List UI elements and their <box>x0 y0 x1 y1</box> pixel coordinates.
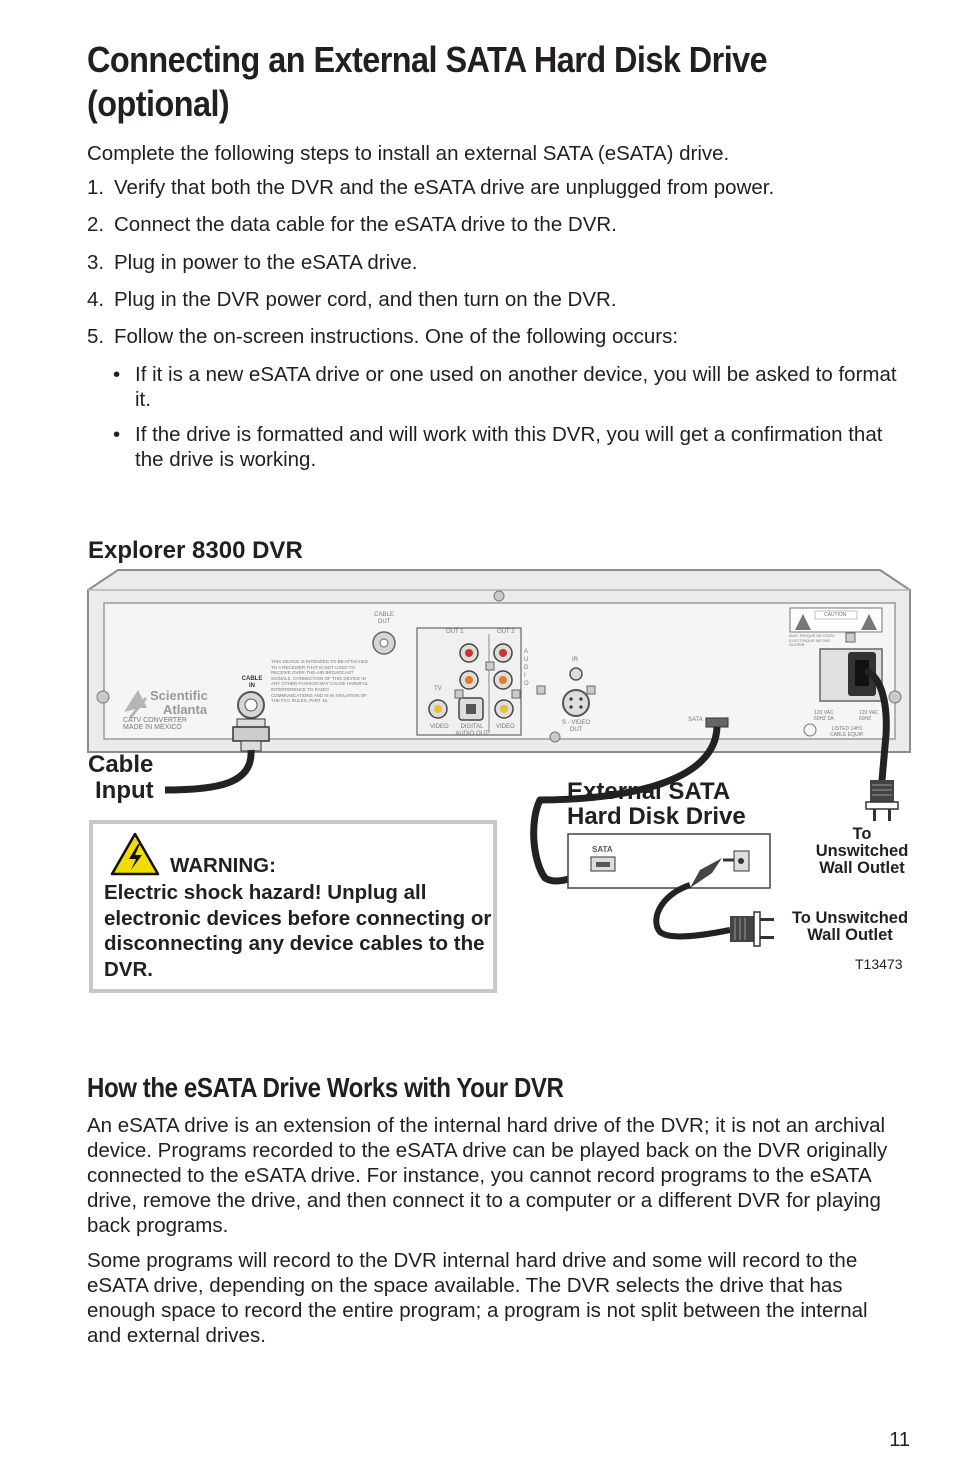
electric-hazard-icon <box>110 832 160 876</box>
intro-text: Complete the following steps to install an external SATA (eSATA) drive. <box>87 142 730 165</box>
warning-text: Electric shock hazard! Unplug all electronic devices before connecting or disconnecting any device cables to the DVR. <box>104 881 492 981</box>
vac-left-label: 120 VAC 60HZ 5A <box>814 710 834 722</box>
digital-audio-label: DIGITAL AUDIO OUT <box>455 724 489 737</box>
bullet-text: If the drive is formatted and will work with this DVR, you will get a confirmation that the drive is working. <box>135 423 883 471</box>
vac-right-label: 120 VAC 60HZ <box>859 710 879 722</box>
figure-title: Explorer 8300 DVR <box>88 537 303 564</box>
cable-input-label-line2: Input <box>95 777 154 804</box>
made-in-label: MADE IN MEXICO <box>123 724 182 731</box>
cable-out-label: CABLE OUT <box>374 612 394 625</box>
s-video-label: S - VIDEO OUT <box>561 720 590 733</box>
step-text: Plug in the DVR power cord, and then turn on the DVR. <box>114 288 617 311</box>
step-5 <box>87 324 902 349</box>
step-text: Plug in power to the eSATA drive. <box>114 251 418 274</box>
step-1 <box>87 175 902 200</box>
wall-outlet-right-line1: To <box>852 825 872 843</box>
step-text: Follow the on-screen instructions. One of the following occurs: <box>114 325 679 348</box>
brand-logo-line2: Atlanta <box>163 702 208 717</box>
caution-label: CAUTION <box>824 612 847 618</box>
section-paragraph-2: Some programs will record to the DVR internal hard drive and some will record to the eSATA drive, depending on the space available. The DVR selects the drive that has enough space to record the entire program; a program is not split between the internal and external drives. <box>87 1249 868 1347</box>
step-number: 1. <box>87 176 105 199</box>
bullet-formatted-drive <box>113 422 903 472</box>
avis-label: AVIS: RISQUE DE CHOC ELECTRIQUE NE PAS OUVRIR <box>789 633 835 647</box>
wall-outlet-bottom-line1: To Unswitched <box>791 909 909 927</box>
ir-label: IR <box>572 657 578 663</box>
step-text: Verify that both the DVR and the eSATA drive are unplugged from power. <box>114 176 775 199</box>
step-3 <box>87 250 902 275</box>
bullet-mark: • <box>113 423 121 446</box>
wall-outlet-right-line2: Unswitched <box>815 842 909 860</box>
figure-id: T13473 <box>855 956 903 972</box>
step-number: 3. <box>87 251 105 274</box>
listed-label: LISTED 14H1 CABLE EQUIP. <box>829 726 865 738</box>
drive-sata-label: SATA <box>592 845 613 854</box>
tv-label: TV <box>434 686 442 692</box>
section-paragraph-1: An eSATA drive is an extension of the internal hard drive of the DVR; it is not an archival device. Programs recorded to the eSATA drive can be played back on the DVR originally connected to the eSATA drive. For instance, you cannot record programs to the eSATA drive, remove the drive, and then connect it to a computer or a different DVR for playing back programs. <box>87 1114 888 1237</box>
brand-logo-line1: Scientific <box>150 688 208 703</box>
sata-port-label: SATA <box>688 717 703 723</box>
wall-outlet-right-line3: Wall Outlet <box>819 859 905 877</box>
cable-in-label: CABLE IN <box>241 676 263 689</box>
step-text: Connect the data cable for the eSATA drive to the DVR. <box>114 213 617 236</box>
page-title: Connecting an External SATA Hard Disk Drive (optional) <box>87 39 768 124</box>
section-heading: How the eSATA Drive Works with Your DVR <box>87 1072 564 1103</box>
step-2 <box>87 212 902 237</box>
step-number: 2. <box>87 213 105 236</box>
external-sata-label-line2: Hard Disk Drive <box>567 803 746 830</box>
step-4 <box>87 287 902 312</box>
out2-label: OUT 2 <box>497 629 515 635</box>
out1-label: OUT 1 <box>446 629 464 635</box>
page-number: 11 <box>889 1429 910 1451</box>
video-right-label: VIDEO <box>496 724 515 730</box>
catv-label: CATV CONVERTER <box>123 717 187 724</box>
bullet-new-drive <box>113 362 903 412</box>
wall-outlet-bottom-line2: Wall Outlet <box>807 926 893 944</box>
step-number: 5. <box>87 325 105 348</box>
fcc-notice: THIS DEVICE IS INTENDED TO BE ATTACHED TO A RECEIVER THAT IS NOT USED TO RECEIVE OVER-THE-AIR BROADCAST SIGNALS. CONNECTION OF THIS DEVICE IN ANY OTHER FASHION MAY CAUSE HARMFUL INTERFERENCE TO RADIO COMMUNICATIONS AND IS IN VIOLATION OF THE FCC RULES, PART 15. <box>271 659 369 704</box>
bullet-mark: • <box>113 363 121 386</box>
warning-label: WARNING: <box>170 854 276 877</box>
step-number: 4. <box>87 288 105 311</box>
video-left-label: VIDEO <box>430 724 449 730</box>
bullet-text: If it is a new eSATA drive or one used on another device, you will be asked to format it. <box>135 363 897 411</box>
audio-label: AUDIO <box>524 649 529 687</box>
cable-input-label-line1: Cable <box>88 751 154 778</box>
external-sata-label-line1: External SATA <box>567 778 731 805</box>
